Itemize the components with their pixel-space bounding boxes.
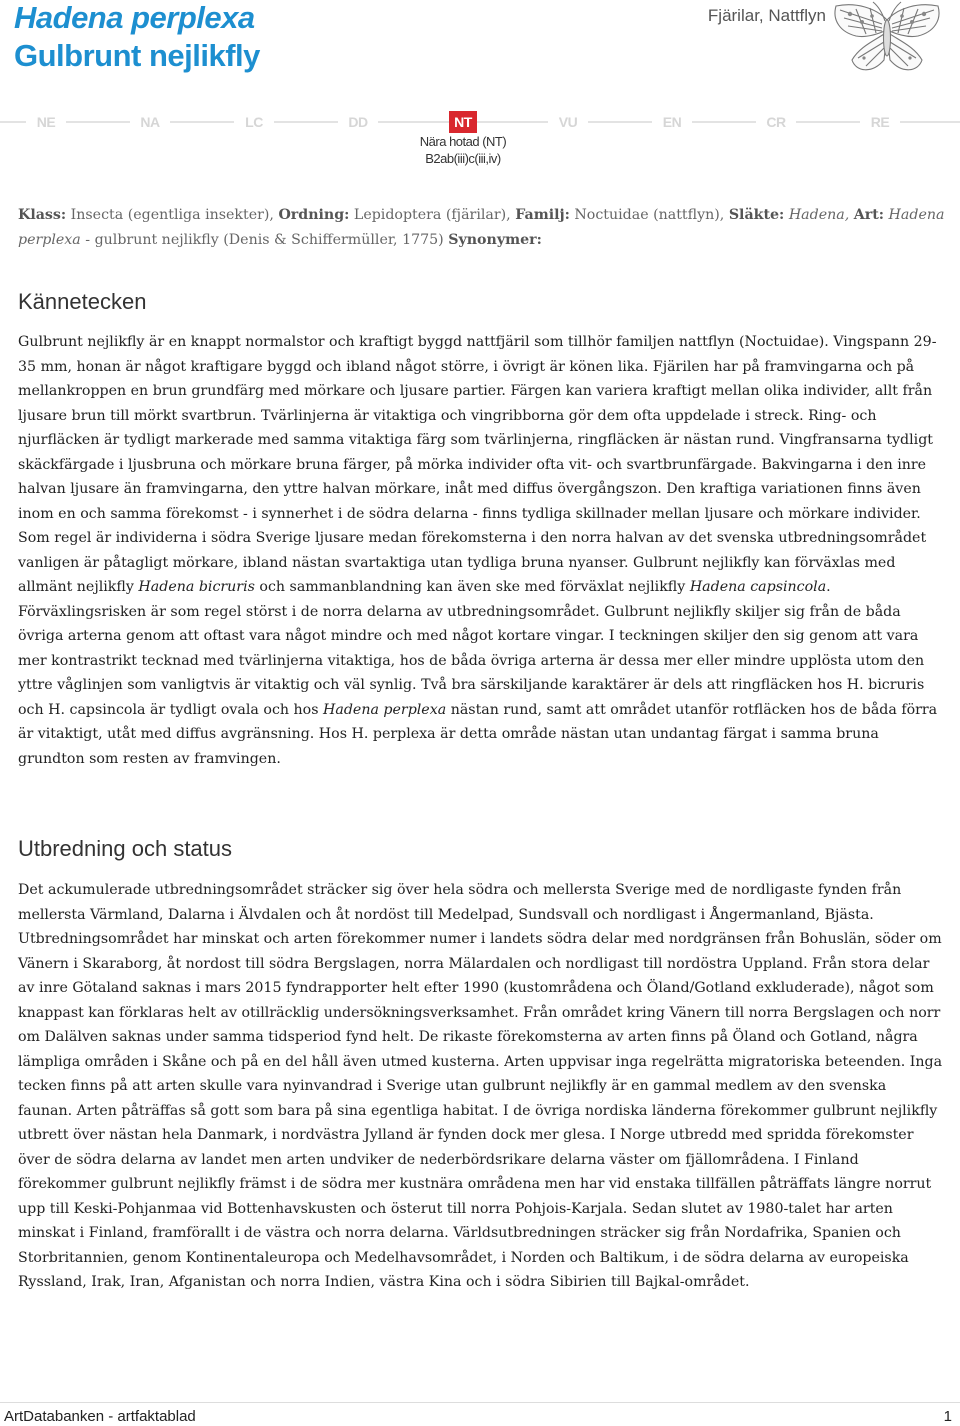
ordning-label: Ordning: [278,207,350,223]
art-label: Art: [853,207,885,223]
scientific-name: Hadena perplexa [14,0,255,35]
category-en: EN [652,112,692,132]
category-na: NA [130,112,170,132]
common-name: Gulbrunt nejlikfly [14,38,260,73]
taxonomy [18,203,948,252]
synonymer-label: Synonymer: [448,231,542,248]
species-ref-bicruris: Hadena bicruris [138,579,255,595]
footer-source: ArtDatabanken - artfaktablad [4,1408,196,1425]
page-number: 1 [943,1408,952,1425]
moth-icon [826,0,948,82]
heading-utbredning: Utbredning och status [18,836,233,861]
kannetecken-part-1: Gulbrunt nejlikfly är en knappt normalstor och kraftigt byggd nattfjäril som tillhör familjen nattflyn (Noctuidae). Vingspann 29-35 mm, honan är något kraftigare byggd och ibland något större, i övrigt är könen lika. Fjärilen har på framvingarna och på mellankroppen en brun grundfärg med mörkare och ljusare partier. Färgen kan variera kraftigt mellan olika individer, allt från ljusare brun till mörkt svartbrun. Tvärlinjerna är vitaktiga och vingribborna gör dem ofta uppdelade i streck. Ring- och njurfläcken är tydligt markerade med samma vitaktiga färg som tvärlinjerna, ringfläcken är nästan rund. Vingfransarna tydligt skäckfärgade i ljusbruna och mörkare bruna färger, på mörka individer ofta vit- och svartbrunfärgade. Bakvingarna i den inre halvan ljusare än framvingarna, den yttre halvan mörkare, inåt med diffus övergångszon. Den kraftiga variationen finns även inom en och samma förekomst - i synnerhet i de södra delarna - finns tydliga skillnader mellan ljusare och mörkare individer. Som regel är individerna i södra Sverige ljusare medan förekomsterna i den norra halvan av det svenska utbredningsområdet vanligen är påtagligt mörkare, ibland nästan svartaktiga utan tydliga bruna nyanser. Gulbrunt nejlikfly kan förväxlas med allmänt nejlikfly [18,334,937,595]
category-description: Nära hotad (NT) [419,134,507,149]
footer-divider [0,1402,960,1403]
klass-label: Klass: [18,207,67,223]
ordning-value: Lepidoptera (fjärilar), [353,207,511,223]
kannetecken-text [18,330,943,771]
klass-value: Insecta (egentliga insekter), [70,207,274,223]
category-lc: LC [234,112,274,132]
category-dd: DD [338,112,378,132]
kannetecken-part-3: . Förväxlingsrisken är som regel störst i de norra delarna av utbredningsområdet. Gulbrunt nejlikfly skiljer sig från de båda övriga arterna genom att oftast vara något mindre och med något kortare vingar. I teckningen skiljer den sig genom att vara mer kontrastrikt tecknad med tvärlinjerna vitaktiga, hos de båda övriga arterna är dessa mer eller mindre upplösta utom den yttre våglinjen som vanligtvis är vitaktig och väl synlig. Två bra särskiljande karaktärer är dels att ringfläcken hos H. bicruris och H. capsincola är tydligt ovala och hos [18,579,925,718]
category-criteria: B2ab(iii)c(iii,iv) [425,151,501,166]
category-re: RE [860,112,900,132]
art-scientific: Hadena perplexa [18,207,945,248]
category-vu: VU [548,112,588,132]
kannetecken-part-4: nästan rund, samt att området utanför rotfläcken hos de båda förra är vitaktigt, utåt med diffus avgränsning. Hos H. perplexa är detta område nästan utan undantag färgat i samma bruna grundton som resten av framvingen. [18,701,938,767]
species-ref-perplexa: Hadena perplexa [323,701,447,718]
slakte-value: Hadena, [788,207,850,223]
kannetecken-part-2: och sammanblandning kan även ske med förväxlat nejlikfly [259,579,686,595]
species-group: Fjärilar, Nattflyn [707,6,826,25]
art-value: - gulbrunt nejlikfly (Denis & Schiffermüller, 1775) [85,231,444,248]
category-ne: NE [26,112,66,132]
slakte-label: Släkte: [728,207,785,223]
utbredning-text: Det ackumulerade utbredningsområdet sträcker sig över hela södra och mellersta Sverige med de nordligaste fynden från mellersta Värmland, Dalarna i Älvdalen och åt nordöst till Medelpad, Sundsvall och nordligast i Ångermanland, Bjästa. Utbredningsområdet har minskat och arten förekommer numer i landets södra delar med nordgränsen från Bohuslän, söder om Vänern i Skaraborg, åt nordost till södra Bergslagen, norra Mälardalen och nordligast till nordöstra Uppland. Från stora delar av inre Götaland saknas i mars 2015 fyndrapporter helt efter 1990 (kustområdena och Öland/Gotland exkluderade), något som knappast kan förklaras helt av otillräcklig undersökningsverksamhet. Från området kring Vänern till norra Bergslagen och norr om Dalälven saknas under samma tidsperiod fynd helt. De rikaste förekomsterna av arten finns på Öland och Gotland, några lämpliga områden i Skåne och på en del håll även utmed kusterna. Arten uppvisar inga regelrätta migratoriska beteenden. Inga tecken finns på att arten skulle vara nyinvandrad i Sverige utan gulbrunt nejlikfly är en gammal medlem av den svenska faunan. Arten påträffas så gott som bara på sina egentliga habitat. I de övriga nordiska länderna förekommer gulbrunt nejlikfly utbrett över nästan hela Danmark, i nordvästra Jylland är fynden dock mer glesa. I Norge utbredd med spridda förekomster över de södra delarna av landet men arten undviker de nederbördsrikare delarna väster om fjällområdena. I Finland förekommer gulbrunt nejlikfly främst i de södra mer kustnära områdena men har vid enstaka tillfällen påträffats längre norrut upp till Keski-Pohjanmaa vid Bottenhavskusten och österut till norra Pohjois-Karjala. Sedan slutet av 1980-talet har arten minskat i Finland, framförallt i de västra och norra delarna. Världsutbredningen sträcker sig från Nordafrika, Spanien och Storbritannien, genom Kontinentaleuropa och Medelhavsområdet, i Norden och Baltikum, i de södra delarna av europeiska Ryssland, Irak, Iran, Afganistan och norra Indien, västra Kina och i södra Sibirien till Bajkal-området. [18,882,943,1290]
species-ref-capsincola: Hadena capsincola [689,579,827,595]
redlist-scale [0,104,960,184]
familj-label: Familj: [515,207,570,223]
category-nt-active: NT [449,111,477,133]
heading-kannetecken: Kännetecken [18,289,147,314]
familj-value: Noctuidae (nattflyn), [574,207,725,223]
category-cr: CR [756,112,796,132]
